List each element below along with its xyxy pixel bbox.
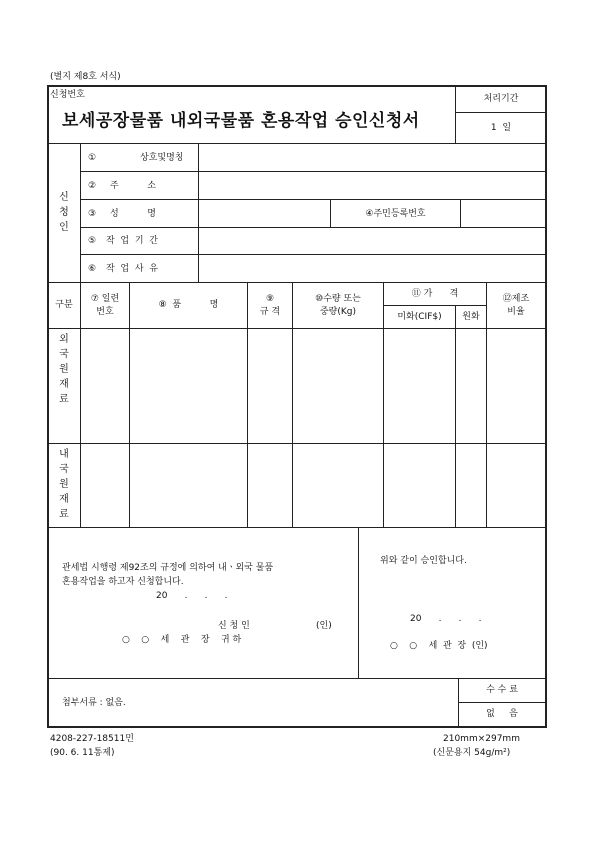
approval-text: 위와 같이 승인합니다. [380,556,467,566]
col-spec-header-2: 규 격 [259,307,281,317]
foreign-material-label: 외 국 원 재 료 [59,334,69,405]
col-qty-header-1: ⑩수량 또는 [315,294,361,304]
receipt-no-label: 신청번호 [50,90,85,100]
col-usd-header: 미화(CIF$) [397,312,442,322]
applicant-row-4-num: ⑤ [88,236,97,246]
paper-type: (신문용지 54g/m²) [433,748,511,758]
application-text-line2: 혼용작업을 하고자 신청합니다. [62,577,184,587]
approval-chief: ○ ○ 세 관 장 (인) [390,641,488,651]
col-gubun-header: 구분 [55,300,73,310]
applicant-row-3-num: ③ [88,209,97,219]
applicant-row-1-num: ① [88,153,97,163]
approval-date: 20 . . . [410,614,482,624]
domestic-material-label: 내 국 원 재 료 [59,449,69,520]
work-period-label: 작 업 기 간 [106,236,158,246]
col-ratio-header-1: ⑫제조 [502,294,530,304]
paper-size: 210mm×297mm [443,734,520,744]
fee-label: 수 수 료 [486,685,518,695]
date-rule: (90. 6. 11통제) [50,748,115,758]
work-reason-field[interactable] [199,255,545,282]
col-ratio-header-2: 비율 [507,307,525,317]
application-text-line1: 관세법 시행령 제92조의 규정에 의하여 내ㆍ외국 물품 [62,563,274,573]
name-field[interactable] [199,200,329,227]
resident-no-label: ④주민등록번호 [365,209,426,219]
col-serial-header-2: 번호 [96,307,114,317]
attachments: 첨부서류 : 없음. [62,698,126,708]
addressee: ○ ○ 세 관 장 귀 하 [122,635,242,645]
col-price-header: ⑪ 가 격 [411,289,459,299]
document-number: 4208-227-18511민 [50,734,134,744]
form-code: (별지 제8호 서식) [50,72,121,82]
applicant-row-2-num: ② [88,181,97,191]
company-name-label: 상호및명칭 [140,153,184,163]
col-qty-header-2: 중량(Kg) [319,307,357,317]
col-serial-header-1: ⑦ 일련 [90,294,120,304]
col-krw-header: 원화 [462,312,480,322]
applicant-seal: (인) [316,621,332,631]
address-field[interactable] [199,172,545,199]
processing-period-value: 1 일 [490,123,512,133]
col-spec-header-1: ⑨ [265,294,275,304]
resident-no-field[interactable] [461,200,545,227]
application-date: 20 . . . [156,591,228,601]
work-period-field[interactable] [199,228,545,254]
applicant-signature-label: 신 청 인 [218,621,250,631]
col-item-header: ⑧ 품 명 [158,300,219,310]
address-label: 주 소 [110,181,156,191]
processing-period-label: 처리기간 [483,94,519,104]
applicant-group-label: 신 청 인 [59,192,69,233]
applicant-row-5-num: ⑥ [88,264,97,274]
company-name-field[interactable] [199,144,545,171]
fee-value: 없 음 [486,709,518,719]
work-reason-label: 작 업 사 유 [106,264,158,274]
form-title: 보세공장물품 내외국물품 혼용작업 승인신청서 [62,111,420,131]
name-label: 성 명 [110,209,156,219]
